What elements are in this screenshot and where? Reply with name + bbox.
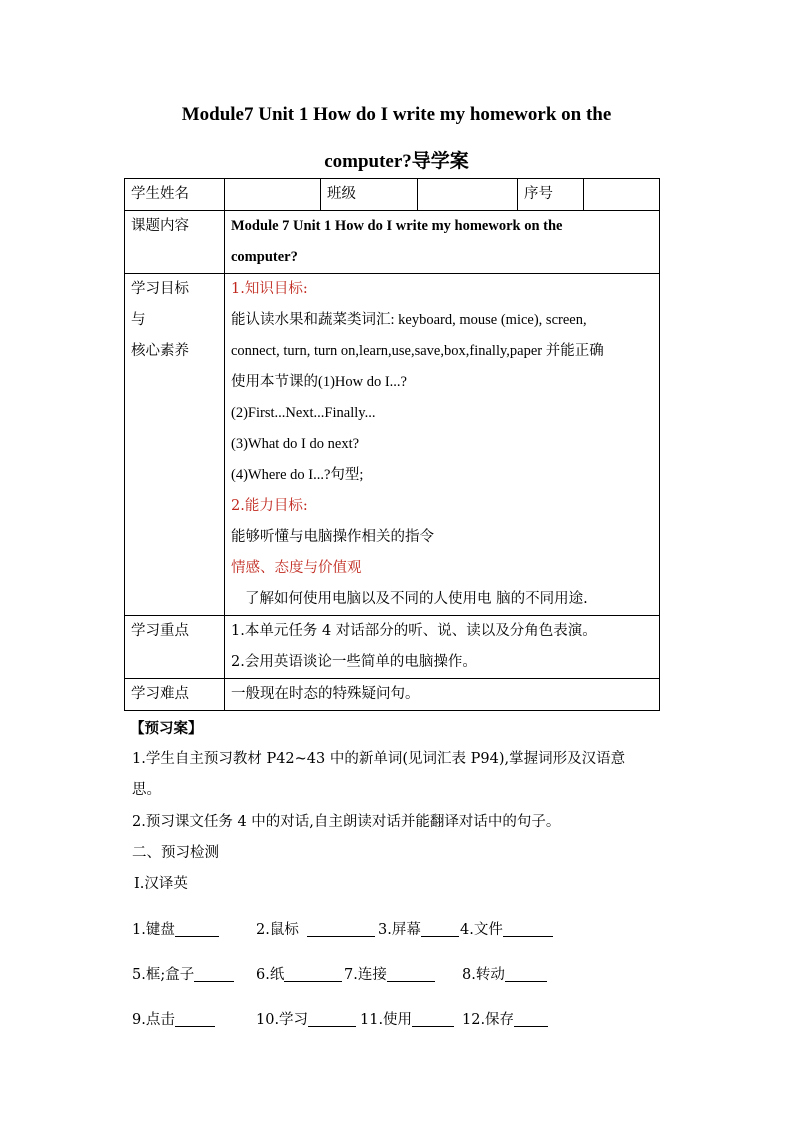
focus-line: 1.本单元任务 4 对话部分的听、说、读以及分角色表演。: [231, 623, 597, 639]
topic-label: 课题内容: [125, 211, 225, 274]
answer-blank: [194, 965, 234, 982]
focus-line: 2.会用英语谈论一些简单的电脑操作。: [231, 654, 477, 670]
topic-value-line-2: computer?: [231, 249, 298, 265]
vocab-item: 10.学习: [256, 1012, 309, 1028]
table-row: [125, 274, 660, 616]
goals-label-line-1: 学习目标: [131, 281, 189, 297]
answer-blank: [503, 920, 553, 937]
student-name-label: 学生姓名: [125, 179, 225, 211]
answer-blank: [505, 965, 547, 982]
number-field: [584, 179, 660, 211]
vocab-item: 11.使用: [360, 1012, 413, 1028]
section-heading-2: 二、预习检测: [132, 845, 219, 861]
vocab-item: 1.键盘: [132, 922, 175, 938]
difficulty-value: 一般现在时态的特殊疑问句。: [225, 679, 660, 711]
answer-blank: [387, 965, 435, 982]
lesson-info-table: [124, 178, 660, 711]
topic-value-line-1: Module 7 Unit 1 How do I write my homework on the: [231, 218, 563, 234]
table-row: [125, 616, 660, 679]
vocab-item: 3.屏幕: [378, 922, 421, 938]
vocab-item: 8.转动: [462, 967, 505, 983]
focus-content: [225, 616, 660, 679]
doc-title-line-1: Module7 Unit 1 How do I write my homework on the: [181, 104, 612, 125]
answer-blank: [307, 920, 375, 937]
vocab-item: 12.保存: [462, 1012, 515, 1028]
answer-blank: [421, 920, 459, 937]
table-row: [125, 679, 660, 711]
class-label: 班级: [321, 179, 418, 211]
answer-blank: [412, 1010, 454, 1027]
focus-label: 学习重点: [125, 616, 225, 679]
answer-blank: [284, 965, 342, 982]
answer-blank: [175, 920, 219, 937]
emotion-line: 了解如何使用电脑以及不同的人使用电 脑的不同用途.: [245, 591, 588, 607]
difficulty-label: 学习难点: [125, 679, 225, 711]
emotion-heading: 情感、态度与价值观: [231, 560, 362, 576]
knowledge-line: (3)What do I do next?: [231, 436, 360, 452]
table-row: [125, 211, 660, 274]
answer-blank: [308, 1010, 356, 1027]
vocab-item: 6.纸: [256, 967, 285, 983]
number-label: 序号: [518, 179, 584, 211]
table-row: [125, 179, 660, 211]
preview-item-1b: 思。: [132, 782, 161, 798]
knowledge-line: (2)First...Next...Finally...: [231, 405, 376, 421]
goals-label-line-3: 核心素养: [131, 343, 189, 359]
ability-heading: 2.能力目标:: [231, 498, 308, 514]
vocab-item: 2.鼠标: [256, 922, 299, 938]
preview-item-2: 2.预习课文任务 4 中的对话,自主朗读对话并能翻译对话中的句子。: [132, 814, 561, 830]
vocab-item: 9.点击: [132, 1012, 175, 1028]
vocab-item: 5.框;盒子: [132, 967, 195, 983]
ability-line: 能够听懂与电脑操作相关的指令: [231, 529, 434, 545]
preview-item-1a: 1.学生自主预习教材 P42~43 中的新单词(见词汇表 P94),掌握词形及汉语意: [132, 751, 626, 767]
goals-label-line-2: 与: [131, 312, 146, 328]
goals-content: [225, 274, 660, 616]
answer-blank: [514, 1010, 548, 1027]
subsection-heading: Ⅰ.汉译英: [134, 876, 188, 892]
student-name-field: [225, 179, 321, 211]
topic-value: [225, 211, 660, 274]
vocab-item: 7.连接: [344, 967, 387, 983]
doc-title-line-2: computer?导学案: [324, 151, 469, 172]
preview-heading: 【预习案】: [130, 720, 203, 737]
knowledge-line: (4)Where do I...?句型;: [231, 467, 364, 483]
vocab-item: 4.文件: [460, 922, 503, 938]
answer-blank: [175, 1010, 215, 1027]
knowledge-line: 能认读水果和蔬菜类词汇: keyboard, mouse (mice), screen,: [231, 312, 587, 328]
goals-label: [125, 274, 225, 616]
knowledge-heading: 1.知识目标:: [231, 281, 308, 297]
knowledge-line: connect, turn, turn on,learn,use,save,box,finally,paper 并能正确: [231, 343, 604, 359]
knowledge-line: 使用本节课的(1)How do I...?: [231, 374, 407, 390]
class-field: [418, 179, 518, 211]
